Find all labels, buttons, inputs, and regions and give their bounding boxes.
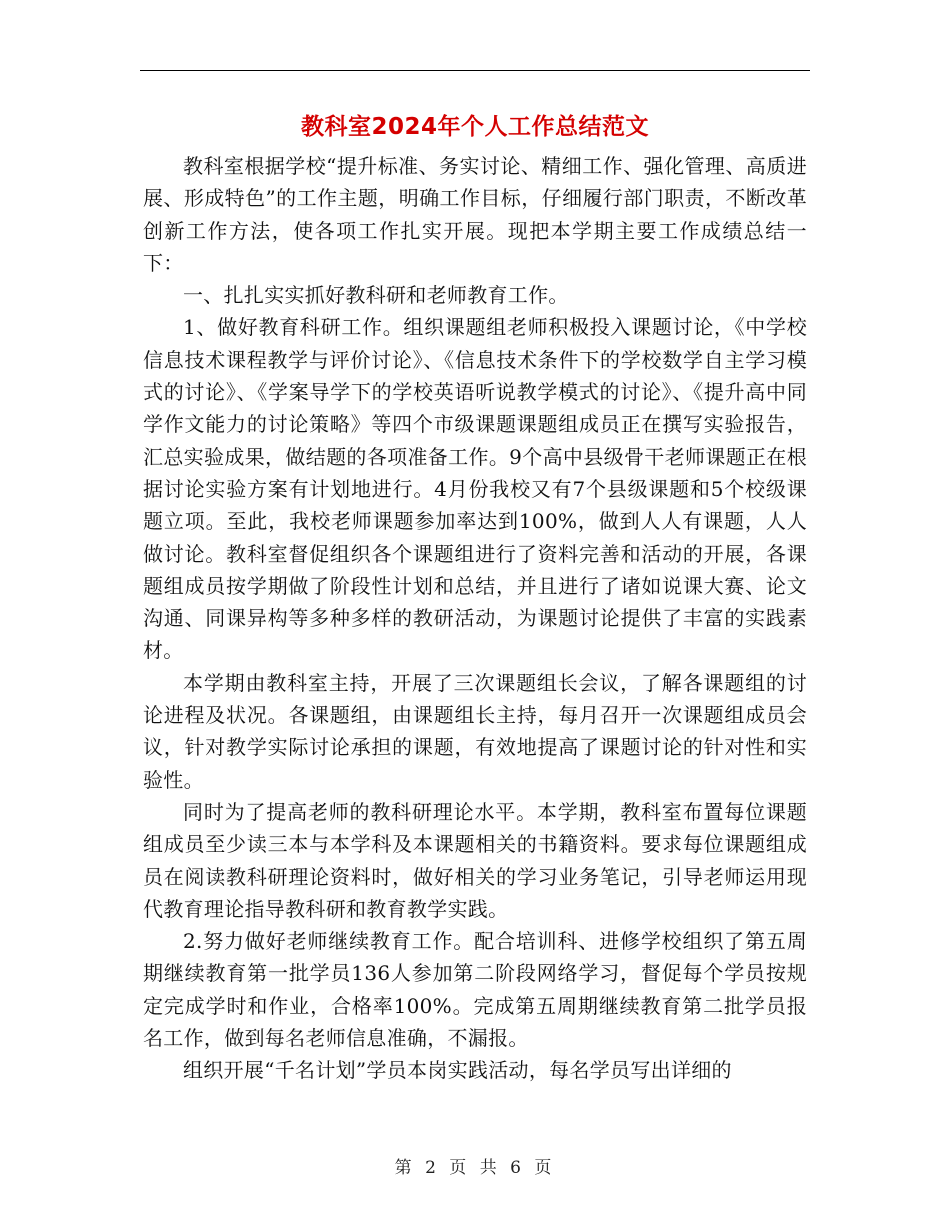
page-number-footer: 第 2 页 共 6 页 bbox=[394, 1158, 556, 1178]
document-body bbox=[143, 150, 807, 1087]
paragraph-thousand-plan: 组织开展“千名计划”学员本岗实践活动，每名学员写出详细的 bbox=[183, 1058, 732, 1083]
paragraph-intro: 教科室根据学校“提升标准、务实讨论、精细工作、强化管理、高质进展、形成特色”的工作主题，明确工作目标，仔细履行部门职责，不断改革创新工作方法，使各项工作扎实开展。现把本学期主要工作成绩总结一下： bbox=[143, 154, 807, 275]
header-rule bbox=[140, 70, 810, 71]
paragraph-theory-reading: 同时为了提高老师的教科研理论水平。本学期，教科室布置每位课题组成员至少读三本与本学科及本课题相关的书籍资料。要求每位课题组成员在阅读教科研理论资料时，做好相关的学习业务笔记，引导老师运用现代教育理论指导教科研和教育教学实践。 bbox=[143, 799, 807, 921]
paragraph-research-work: 1、做好教育科研工作。组织课题组老师积极投入课题讨论，《中学校信息技术课程教学与评价讨论》、《信息技术条件下的学校数学自主学习模式的讨论》、《学案导学下的学校英语听说教学模式的讨论》、《提升高中同学作文能力的讨论策略》等四个市级课题课题组成员正在撰写实验报告，汇总实验成果，做结题的各项准备工作。9个高中县级骨干老师课题正在根据讨论实验方案有计划地进行。4月份我校又有7个县级课题和5个校级课题立项。至此，我校老师课题参加率达到100%，做到人人有课题，人人做讨论。教科室督促组织各个课题组进行了资料完善和活动的开展，各课题组成员按学期做了阶段性计划和总结，并且进行了诸如说课大赛、论文沟通、同课异构等多种多样的教研活动，为课题讨论提供了丰富的实践素材。 bbox=[143, 315, 807, 663]
document-title: 教科室2024年个人工作总结范文 bbox=[300, 114, 649, 140]
paragraph-group-meetings: 本学期由教科室主持，开展了三次课题组长会议，了解各课题组的讨论进程及状况。各课题组，由课题组长主持，每月召开一次课题组成员会议，针对教学实际讨论承担的课题，有效地提高了课题讨论的针对性和实验性。 bbox=[143, 670, 807, 792]
paragraph-section-heading: 一、扎扎实实抓好教科研和老师教育工作。 bbox=[183, 283, 569, 308]
paragraph-continuing-education: 2.努力做好老师继续教育工作。配合培训科、进修学校组织了第五周期继续教育第一批学员136人参加第二阶段网络学习，督促每个学员按规定完成学时和作业，合格率100%。完成第五周期继续教育第二批学员报名工作，做到每名老师信息准确，不漏报。 bbox=[143, 929, 807, 1051]
